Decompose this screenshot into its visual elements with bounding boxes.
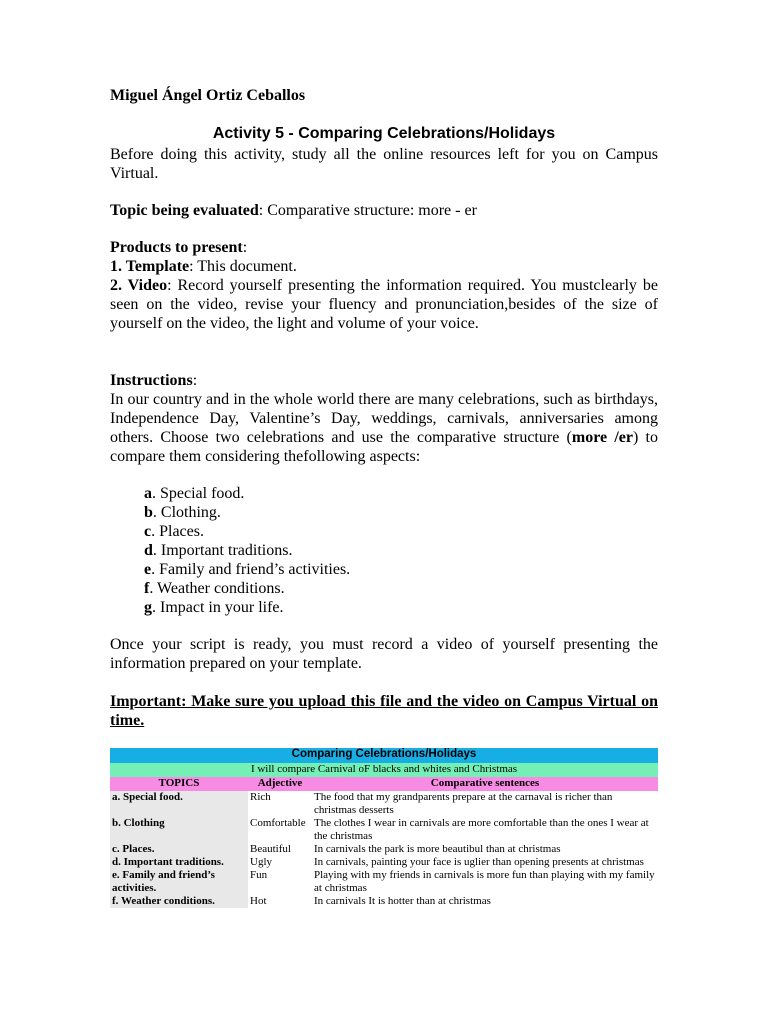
table-subtitle-row [110, 763, 658, 777]
instructions-label: Instructions [110, 372, 193, 389]
intro-paragraph [110, 145, 658, 183]
document-title: Activity 5 - Comparing Celebrations/Holidays [212, 125, 556, 142]
adjective-cell: Ugly [250, 856, 272, 868]
instructions-bold: more /er [571, 429, 633, 446]
products-section [110, 238, 658, 333]
sentence-cell: Playing with my friends in carnivals is more fun than playing with my family at christmas [314, 869, 655, 894]
products-heading: Products to present: [110, 239, 248, 256]
list-item: d. Important traditions. [144, 542, 293, 559]
instructions-heading: Instructions: [110, 372, 198, 389]
intro-text: Before doing this activity, study all the online resources left for you on Campus Virtual. [110, 146, 658, 182]
table-title: Comparing Celebrations/Holidays [110, 748, 658, 763]
topic-line [110, 201, 658, 220]
table-row [110, 791, 658, 817]
column-header: Adjective [248, 777, 312, 791]
product-video-label: 2. Video [110, 277, 168, 294]
product-video-text: : Record yourself presenting the information required. You mustclearly be seen on the video, revise your fluency and pronunciation,besides of the size of yourself on the video, the light and volume of your voice. [110, 277, 659, 332]
table-subtitle: I will compare Carnival oF blacks and whites and Christmas [110, 763, 658, 777]
sentence-cell: In carnivals the park is more beautibul than at christmas [314, 843, 561, 855]
important-notice: Important: Make sure you upload this file and the video on Campus Virtual on time. [110, 693, 658, 729]
table-row [110, 869, 658, 895]
table-header-row [110, 777, 658, 791]
author-name: Miguel Ángel Ortiz Ceballos [110, 87, 306, 104]
column-header: TOPICS [110, 777, 248, 791]
sentence-cell: In carnivals It is hotter than at christmas [314, 895, 491, 907]
product-template-label: 1. Template [110, 258, 190, 275]
table-title-row [110, 748, 658, 763]
topic-cell: b. Clothing [110, 817, 248, 843]
topic-cell: f. Weather conditions. [110, 895, 248, 908]
list-item: f. Weather conditions. [144, 580, 285, 597]
sentence-cell: The clothes I wear in carnivals are more comfortable than the ones I wear at the christmas [314, 817, 649, 842]
topic-cell: c. Places. [110, 843, 248, 856]
sentence-cell: The food that my grandparents prepare at the carnaval is richer than christmas desserts [314, 791, 613, 816]
products-label: Products to present [110, 239, 243, 256]
product-template-text: : This document. [189, 258, 297, 275]
closing-paragraph: Once your script is ready, you must record a video of yourself presenting the information prepared on your template. [110, 636, 658, 672]
topic-cell: a. Special food. [110, 791, 248, 817]
topic-cell: e. Family and friend’s activities. [110, 869, 248, 895]
adjective-cell: Comfortable [250, 817, 306, 829]
column-header: Comparative sentences [312, 777, 658, 791]
adjective-cell: Fun [250, 869, 268, 881]
product-video [110, 276, 658, 333]
topic-text: : Comparative structure: more - er [258, 202, 477, 219]
instructions-text: In our country and in the whole world there are many celebrations, such as birthdays, Independence Day, Valentine’s Day, weddings, carnivals, anniversaries among others. Choose two celebrations and use the comparative structure (more /er) to compare them considering thefollowing aspects: [110, 391, 658, 465]
table-row [110, 843, 658, 856]
adjective-cell: Rich [250, 791, 271, 803]
table-row [110, 895, 658, 908]
table-row [110, 817, 658, 843]
adjective-cell: Beautiful [250, 843, 291, 855]
table-row [110, 856, 658, 869]
product-template [110, 257, 658, 276]
comparison-table [110, 748, 658, 908]
aspect-list [144, 484, 350, 617]
sentence-cell: In carnivals, painting your face is uglier than opening presents at christmas [314, 856, 644, 868]
topic-cell: d. Important traditions. [110, 856, 248, 869]
list-item: c. Places. [144, 523, 204, 540]
instructions-section [110, 371, 658, 466]
list-item: b. Clothing. [144, 504, 221, 521]
list-item: g. Impact in your life. [144, 599, 284, 616]
list-item: e. Family and friend’s activities. [144, 561, 351, 578]
list-item: a. Special food. [144, 485, 245, 502]
topic-label: Topic being evaluated [110, 202, 259, 219]
adjective-cell: Hot [250, 895, 267, 907]
